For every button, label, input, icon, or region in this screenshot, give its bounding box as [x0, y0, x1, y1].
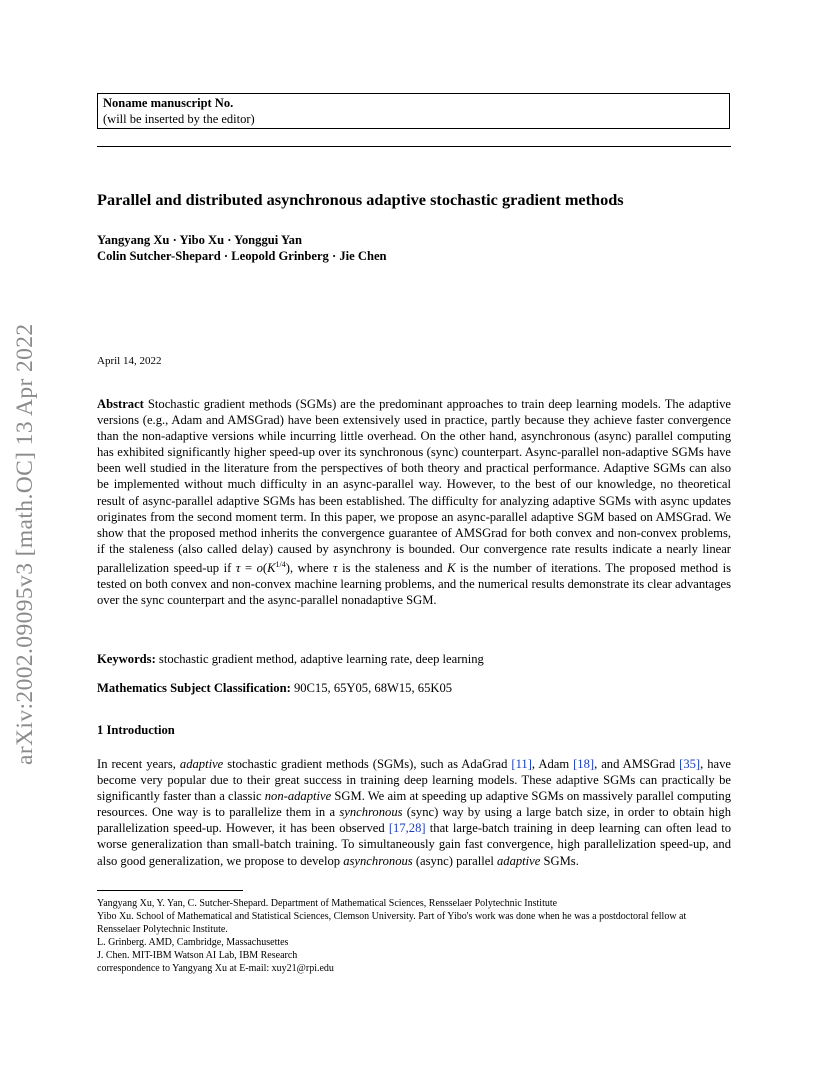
footnote-affiliation: Yibo Xu. School of Mathematical and Statistical Sciences, Clemson University. Part of Yibo's work was done when he was a postdoctoral fellow at Rensselaer Polytechnic Institute.: [97, 911, 687, 936]
editor-note: (will be inserted by the editor): [103, 111, 255, 126]
manuscript-number: Noname manuscript No.: [103, 96, 234, 110]
citation-link[interactable]: [11]: [511, 757, 532, 771]
msc-label: Mathematics Subject Classification:: [97, 681, 291, 695]
authors-line-2: Colin Sutcher-Shepard · Leopold Grinberg · Jie Chen: [97, 249, 387, 263]
abstract-label: Abstract: [97, 397, 144, 411]
footnote-affiliation: J. Chen. MIT-IBM Watson AI Lab, IBM Research: [97, 950, 298, 962]
abstract: Abstract Stochastic gradient methods (SGMs) are the predominant approaches to train deep learning models. The adaptive versions (e.g., Adam and AMSGrad) have been extensively used in practice, partly because they achieve faster convergence than the non-adaptive versions while incurring little overhead. On the other hand, asynchronous (async) parallel computing has exhibited significantly higher speed-up over its synchronous (sync) counterpart. Async-parallel non-adaptive SGMs have been well studied in the literature from the perspectives of both theory and practical performance. Adaptive SGMs can also be implemented without much difficulty in an async-parallel way. However, to the best of our knowledge, no theoretical result of async-parallel adaptive SGMs has been established. The difficulty for analyzing adaptive SGMs with async updates originates from the second moment term. In this paper, we propose an async-parallel adaptive SGM based on AMSGrad. We show that the proposed method inherits the convergence guarantee of AMSGrad for both convex and non-convex problems, if the staleness (also called delay) caused by asynchrony is bounded. Our convergence rate results indicate a nearly linear parallelization speed-up if $\tau = o(K^{1/4})$, where τ is the staleness and K is the number of iterations. The proposed method is tested on both convex and non-convex machine learning problems, and the numerical results demonstrate its clear advantages over the sync counterpart and the async-parallel nonadaptive SGM.: [97, 397, 731, 608]
citation-link[interactable]: [17,28]: [388, 821, 426, 836]
header-rule: [97, 146, 731, 147]
footnote-rule: [97, 890, 243, 891]
keywords-label: Keywords:: [97, 652, 156, 666]
msc-classification: Mathematics Subject Classification: 90C15, 65Y05, 68W15, 65K05: [97, 681, 453, 695]
citation-link[interactable]: [18]: [573, 757, 595, 771]
footnotes: [97, 897, 731, 976]
footnote-affiliation: L. Grinberg. AMD, Cambridge, Massachusettes: [97, 937, 289, 949]
authors-line-1: Yangyang Xu · Yibo Xu · Yonggui Yan: [97, 233, 302, 247]
footnote-affiliation: Yangyang Xu, Y. Yan, C. Sutcher-Shepard. Department of Mathematical Sciences, Rensselaer Polytechnic Institute: [97, 898, 558, 909]
citation-link[interactable]: [35]: [679, 757, 701, 771]
paper-title: Parallel and distributed asynchronous adaptive stochastic gradient methods: [97, 190, 624, 209]
paper-date: April 14, 2022: [97, 355, 162, 367]
keywords: Keywords: stochastic gradient method, adaptive learning rate, deep learning: [97, 652, 484, 666]
introduction-paragraph: In recent years, adaptive stochastic gradient methods (SGMs), such as AdaGrad [11], Adam [18], and AMSGrad [35], have become very popular due to their great success in training deep learning models. These adaptive SGMs can practically be significantly faster than a classic non-adaptive SGM. We aim at speeding up adaptive SGMs on massively parallel computing resources. One way is to parallelize them in a synchronous (sync) way by using a large batch size, in order to obtain high parallelization speed-up. However, it has been observed [17,28] that large-batch training in deep learning can often lead to worse generalization than small-batch training. To simultaneously gain fast convergence, high parallelization speed-up, and also good generalization, we propose to develop asynchronous (async) parallel adaptive SGMs.: [97, 757, 732, 868]
footnote-correspondence: correspondence to Yangyang Xu at E-mail: xuy21@rpi.edu: [97, 963, 334, 975]
arxiv-identifier: arXiv:2002.09095v3 [math.OC] 13 Apr 2022: [12, 323, 38, 765]
section-heading-introduction: 1 Introduction: [97, 723, 175, 737]
manuscript-box: [97, 93, 730, 129]
